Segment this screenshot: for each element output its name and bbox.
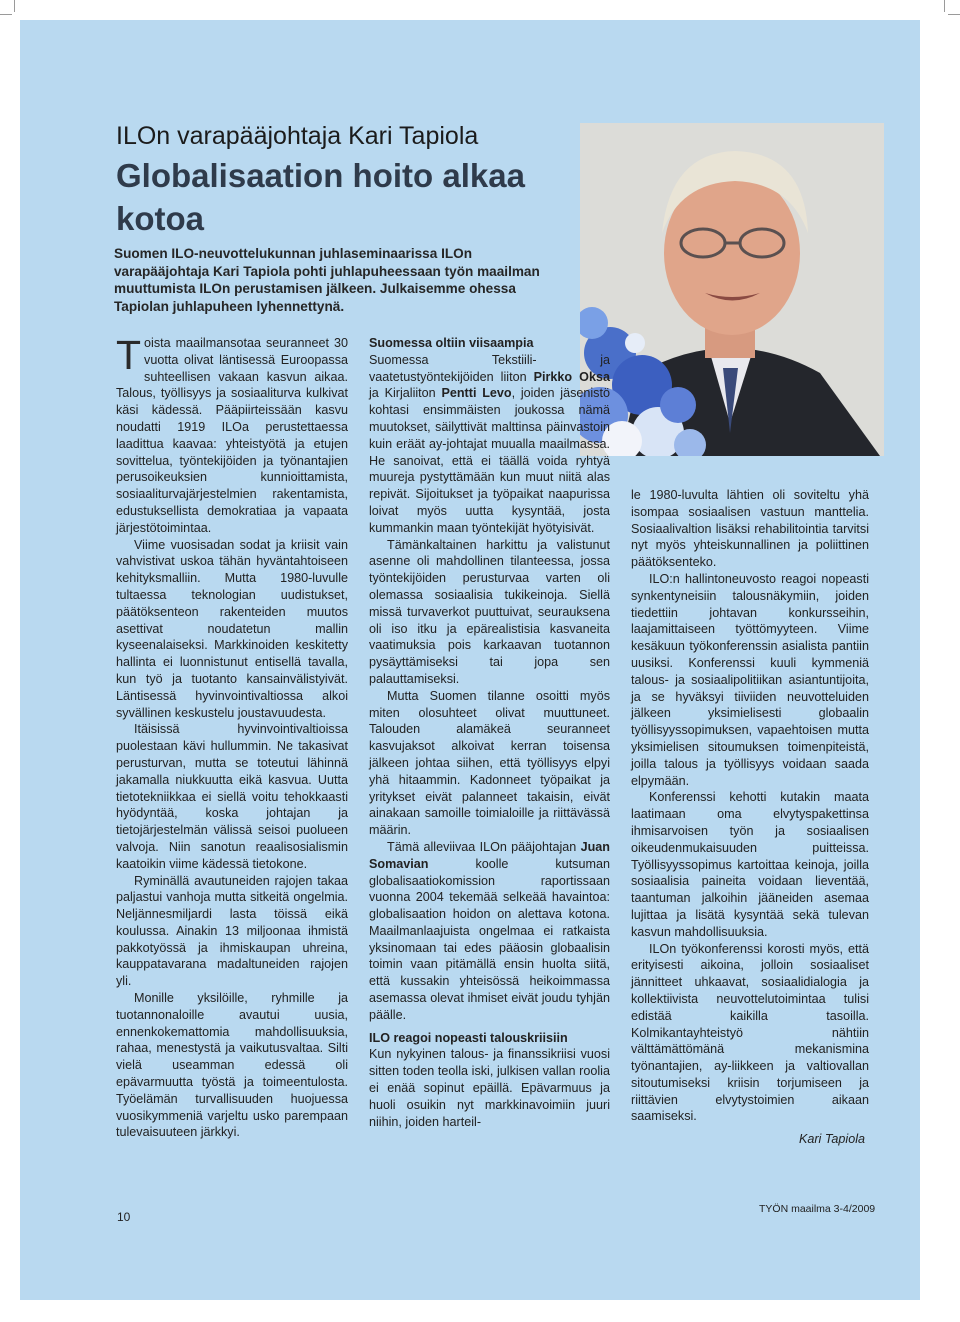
person-name: Pirkko Oksa bbox=[533, 369, 610, 384]
crop-mark bbox=[948, 14, 960, 15]
column-3 bbox=[631, 487, 869, 1148]
portrait-photo bbox=[580, 123, 884, 456]
drop-cap: T bbox=[116, 332, 142, 378]
subheading: ILO reagoi nopeasti talouskriisiin bbox=[369, 1030, 568, 1045]
column-2 bbox=[369, 335, 610, 1130]
paragraph-text: Suomessa Tekstiili- ja vaatetustyöntekijöiden liiton bbox=[369, 352, 610, 384]
crop-mark bbox=[0, 14, 12, 15]
paragraph: Viime vuosisadan sodat ja kriisit vain vahvistivat uskoa tähän hyväntahtoiseen kehityksmalliin. Mutta 1980-luvulle tultaessa teknologian uudistukset, päätöksenteon rakenteiden muutos asettivat noudatetun mallin kyseenalaiseksi. Markkinoiden keskitetty hallinta ei luonnistunut entisellä tavalla, kun työ ja tuotanto kansainvälistyivät. Läntisessä hyvinvointivaltiossa alkoi syvällinen keskustelu joustavuudesta. bbox=[116, 537, 348, 720]
paragraph: Monille yksilöille, ryhmille ja tuotannonaloille avautui uusia, ennenkokemattomia mahdollisuuksia, rahaa, menestystä ja vaikutusvaltaa. Silti vielä useamman edessä oli epävarmuutta työstä ja toimeentulosta. Työelämän turvallisuuden huojuessa vuosikymmeniä varjeltu usko parempaan tulevaisuuteen järkkyi. bbox=[116, 991, 348, 1140]
column-1 bbox=[116, 332, 348, 1141]
paragraph: Konferenssi kehotti kutakin maata laatimaan oma elvytyspakettinsa ihmisarvoisen työn ja sosiaalisen oikeudenmukaisuuden puitteissa. Työllisyyssopimus kartoittaa keinoja, joilla sosiaalisia paineita voidaan lieventää, taantuman jalkoihin jääneiden asemaa lujittaa ja lisätä kysyntää sekä tulevan kasvun mahdollisuuksia. bbox=[631, 790, 869, 939]
paragraph: le 1980-luvulta lähtien oli soviteltu yhä isompaa sosiaalisen vastuun manttelia. Sosiaalivaltion lisäksi rehabilitointia tarvitsi nyt myös yhteiskunnallinen ja poliittinen päätöksenteko. bbox=[631, 488, 869, 570]
paragraph: ILOn työkonferenssi korosti myös, että erityisesti aikoina, jolloin sosiaaliset jännitteet uhkaavat, sosiaalidialogia ja kollektiivista neuvottelutoimintaa tulisi edistää kaikilla tasoilla. Kolmikantayhteistyö nähtiin välttämättömänä mekanismina työnantajien, ay-liikkeen ja valtiovallan sitoutumiseksi kriisin torjumiseen ja riittävien elvytystoimien aikaan saamiseksi. bbox=[631, 941, 869, 1124]
portrait-photo-icon bbox=[580, 123, 884, 456]
crop-mark bbox=[14, 0, 15, 12]
person-name: Juan Somavian bbox=[369, 839, 610, 871]
paragraph bbox=[116, 332, 348, 537]
article-kicker: ILOn varapääjohtaja Kari Tapiola bbox=[116, 122, 479, 150]
person-name: Pentti Levo bbox=[441, 386, 512, 401]
subheading: Suomessa oltiin viisaampia bbox=[369, 336, 534, 350]
paragraph: ILO:n hallintoneuvosto reagoi nopeasti synkentyneisiin talousnäkymiin, joiden tiedettiin johtavan konkursseihin, laajamittaiseen työttömyyteen. Viime kesäkuun työkonferenssin asialista pantiin uusiksi. Konferenssi kuuli kymmeniä talous- ja sosiaalipolitiikan asiantuntijoita, ja se hyväksyi tiiviiden neuvotteluiden jälkeen yksimielisesti globaalin työllisyyssopimuksen, vapaehtoisen mutta yksimielisen sitoumuksen toimenpiteistä, joilla talous ja työllisyys voidaan saada elpymään. bbox=[631, 571, 869, 788]
paragraph bbox=[369, 839, 610, 1024]
paragraph-text: koolle kutsuman globalisaatiokomission raportissaan vuonna 2004 tekemää selkeää havaintoa: globalisaation hoidon on alettava kotona. Maailmanlaajuista ongelmaa ei ratkaista yksinomaan tai edes pääosin globaalisin toimin vaan pitämällä ensin huolta siitä, että kussakin yhteisössä heikoimmassa asemassa olevat ihmiset eivät joudu tyhjän päälle. bbox=[369, 856, 610, 1022]
article-headline: Globalisaation hoito alkaa kotoa bbox=[116, 157, 525, 237]
paragraph bbox=[369, 352, 610, 537]
paragraph-text: ja Kirjaliiton bbox=[369, 386, 442, 401]
paragraph: Ryminällä avautuneiden rajojen takaa paljastui vanhoja mutta sitkeitä ongelmia. Neljännesmiljardi lasta töissä eikä koulussa. Ainakin 13 miljoonaa ihmistä pakkotyössä ja ihmiskaupan uhreina, kauppatavarana madaltuneiden rajojen yli. bbox=[116, 873, 348, 989]
crop-mark bbox=[944, 0, 945, 12]
paragraph: Kun nykyinen talous- ja finanssikriisi vuosi sitten toden teolla iski, julkisen vallan roolia ei enää sopinut epäillä. Epävarmuus ja huoli osuikin nyt markkinavoimiin juuri niihin, joiden harteil- bbox=[369, 1047, 610, 1129]
paragraph-text: Tämä alleviivaa ILOn pääjohtajan bbox=[387, 839, 581, 854]
paragraph: Itäisissä hyvinvointivaltioissa puolestaan kävi hullummin. Ne takasivat perusturvan, mutta se toteutui lähinnä jakamalla niukkuutta eikä kasvua. Uutta tietotekniikkaa ei siellä voitu tehokkaasti hyödyntää, koska johtajan ja tietojärjestelmän välissä seisoi puolueen valvoja. Niin sanotun reaalisosialismin kaatoikin viime kädessä tietokone. bbox=[116, 722, 348, 871]
paragraph: Mutta Suomen tilanne osoitti myös miten olosuhteet olivat muuttuneet. Talouden alamäkeä seuranneet kasvujaksot alkoivat kerran toisensa jälkeen johtaa siihen, että työllisyys elpyi yhä hitaammin. Kadonneet työpaikat ja yritykset eivät palanneet takaisin, eivät ainakaan samoille toimialoille ja riittävässä määrin. bbox=[369, 688, 610, 838]
page-number: 10 bbox=[117, 1210, 131, 1224]
article-lead: Suomen ILO-neuvottelukunnan juhlaseminaarissa ILOn varapääjohtaja Kari Tapiola pohti juhlapuheessaan työn maailman muuttumista ILOn perustamisen jälkeen. Julkaisemme ohessa Tapiolan juhlapuheen lyhennettynä. bbox=[114, 246, 540, 314]
author-signature: Kari Tapiola bbox=[798, 1132, 865, 1147]
paragraph-text: oista maailmansotaa seuranneet 30 vuotta olivat läntisessä Euroopassa suhteellisen vakaan kasvun aikaa. Talous, työllisyys ja sosiaaliturva kulkivat käsi kädessä. Pääpiirteissään kasvu noudatti 1919 ILOa perustettaessa laadittua kaavaa: yhteistyötä ja etujen sovittelua, työntekijöiden ja työnantajien perusoikeuksien kunnioittamista, sosiaaliturvajärjestelmien rakentamista, edustuksellista demokratiaa ja vapaata järjestötoimintaa. bbox=[116, 336, 348, 535]
paragraph: Tämänkaltainen harkittu ja valistunut asenne oli mahdollinen tilanteessa, jossa työntekijöiden perusturvaa varten oli olemassa sosiaalisia tukikeinoja. Siellä missä turvaverkot puuttuivat, seurauksena oli iso itku ja epärealistisia kasvaneita vaatimuksia pois karkaavan tuotannon pysäyttämiseksi tai jopa sen palauttamiseksi. bbox=[369, 537, 610, 686]
paragraph-text: , joiden jäsenistö kohtasi ensimmäisten joukossa nämä muutokset, säilyttivät malttinsa päinvastoin kuin eräät ay-johtajat muualla maailmassa. He sanoivat, että ei täällä voida ryhtyä muureja pystyttämään kun muut niitä alas repivät. Sijoitukset ja työpaikat naapurissa loivat myös uutta kysyntää, josta kummankin maan työntekijät hyötyisivät. bbox=[369, 386, 610, 535]
magazine-page bbox=[20, 20, 920, 1300]
publication-footer: TYÖN maailma 3-4/2009 bbox=[759, 1203, 876, 1215]
